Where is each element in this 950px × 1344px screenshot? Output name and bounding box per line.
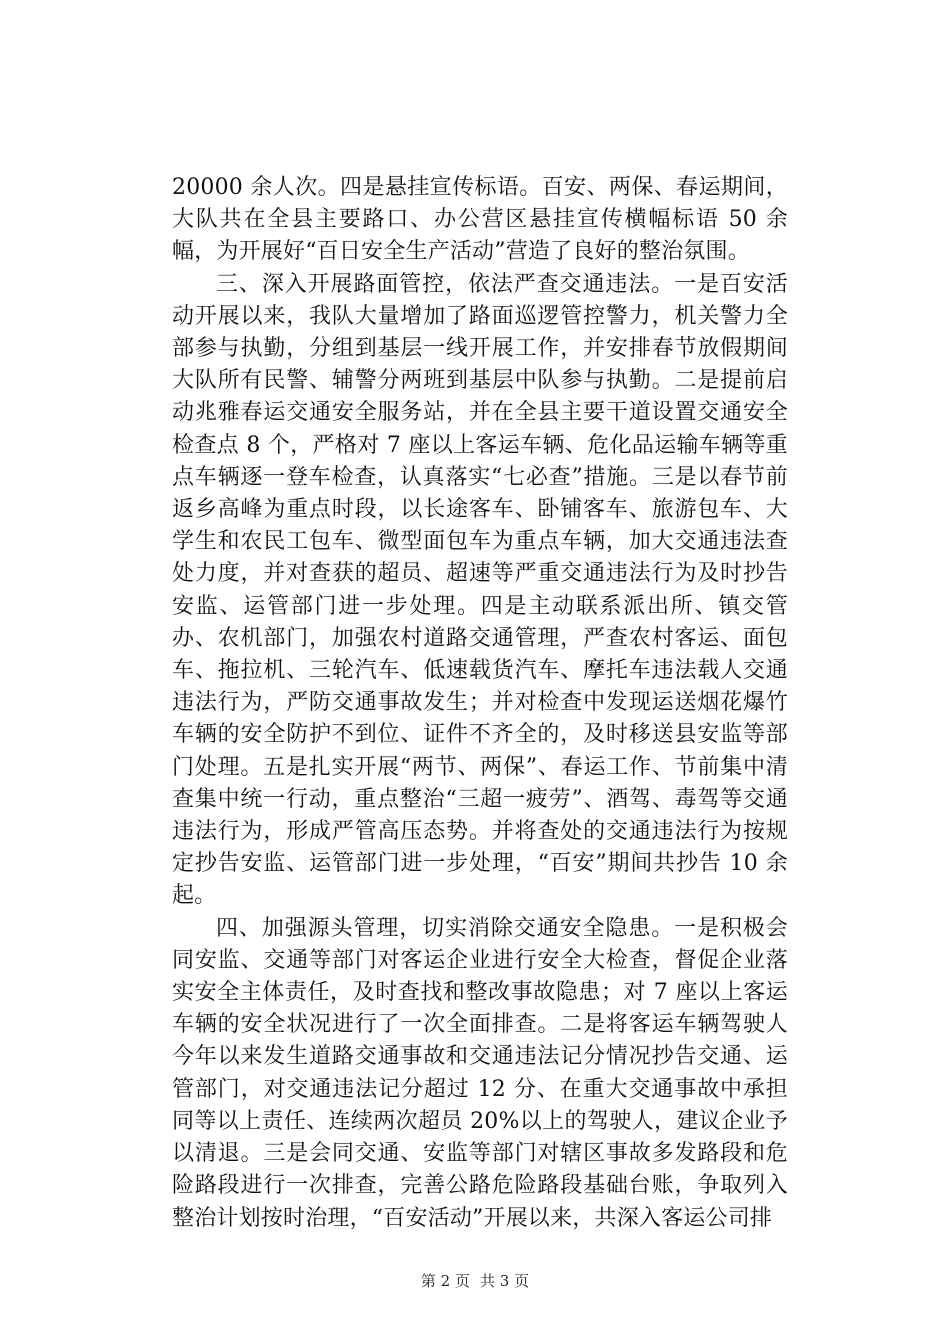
page-number: 第 2 页 bbox=[420, 1272, 470, 1290]
paragraph-3: 四、加强源头管理，切实消除交通安全隐患。一是积极会同安监、交通等部门对客运企业进行安全大检查，督促企业落实安全主体责任，及时查找和整改事故隐患；对 7 座以上客运车辆的安全状况进行了一次全面排查。二是将客运车辆驾驶人今年以来发生道路交通事故和交通违法记分情况抄告交通、运管部门，对交通违法记分超过 12 分、在重大交通事故中承担同等以上责任、连续两次超员 20%以上的驾驶人，建议企业予以清退。三是会同交通、安监等部门对辖区事故多发路段和危险路段进行一次排查，完善公路危险路段基础台账，争取列入整治计划按时治理，“百安活动”开展以来，共深入客运公司排 bbox=[172, 915, 788, 1231]
page-total: 共 3 页 bbox=[480, 1272, 530, 1290]
page-footer bbox=[0, 1271, 950, 1291]
paragraph-2: 三、深入开展路面管控，依法严查交通违法。一是百安活动开展以来，我队大量增加了路面巡逻管控警力，机关警力全部参与执勤，分组到基层一线开展工作，并安排春节放假期间大队所有民警、辅警分两班到基层中队参与执勤。二是提前启动兆雅春运交通安全服务站，并在全县主要干道设置交通安全检查点 8 个，严格对 7 座以上客运车辆、危化品运输车辆等重点车辆逐一登车检查，认真落实“七必查”措施。三是以春节前返乡高峰为重点时段，以长途客车、卧铺客车、旅游包车、大学生和农民工包车、微型面包车为重点车辆，加大交通违法查处力度，并对查获的超员、超速等严重交通违法行为及时抄告安监、运管部门进一步处理。四是主动联系派出所、镇交管办、农机部门，加强农村道路交通管理，严查农村客运、面包车、拖拉机、三轮汽车、低速载货汽车、摩托车违法载人交通违法行为，严防交通事故发生；并对检查中发现运送烟花爆竹车辆的安全防护不到位、证件不齐全的，及时移送县安监等部门处理。五是扎实开展“两节、两保”、春运工作、节前集中清查集中统一行动，重点整治“三超一疲劳”、酒驾、毒驾等交通违法行为，形成严管高压态势。并将查处的交通违法行为按规定抄告安监、运管部门进一步处理，“百安”期间共抄告 10 余起。 bbox=[172, 271, 788, 909]
document-body bbox=[172, 172, 788, 1235]
paragraph-1: 20000 余人次。四是悬挂宣传标语。百安、两保、春运期间，大队共在全县主要路口、办公营区悬挂宣传横幅标语 50 余幅，为开展好“百日安全生产活动”营造了良好的整治氛围。 bbox=[172, 175, 788, 265]
